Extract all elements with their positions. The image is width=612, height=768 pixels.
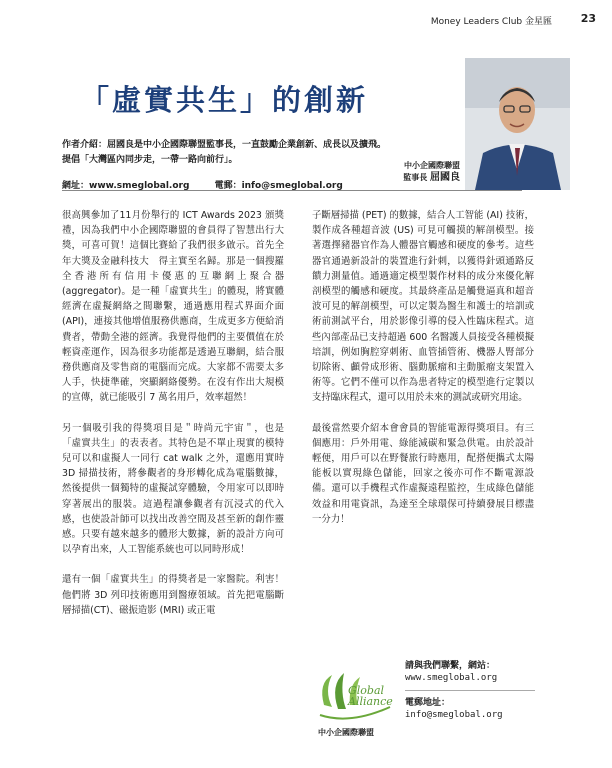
footer-contact [405,660,535,721]
email-text: 電郵：info@smeglobal.org [214,181,343,191]
page-number: 23 [580,12,596,25]
paragraph: 子斷層掃描 (PET) 的數據，結合人工智能 (AI) 技術，製作成各種超音波 (US) 可見可觸摸的解剖模型。接著選擇豬器官作為人體器官觸感和硬度的參考。這些器官通過新設計的裝置進行針刺，以獲得針頭通路反饋力測量值。通過適定模型製作材料的成分來優化解剖模型的觸感和硬度。其最終產品是觸覺逼真和超音波可見的解剖模型，可以定製為醫生和護士的培訓或術前測試平台，用於影像引導的侵入性臨床程式。這些內部產品已支持超過 600 名醫護人員接受各種模擬培訓，例如胸腔穿刺術、血管插管術、機器人腎部分切除術、顱骨成形術、腦動脈瘤和主動脈瘤支架置入術等。它們不僅可以作為患者特定的模型進行定製以支持臨床程式，還可以用於未來的測試或研究用途。 [312,210,534,404]
footer-divider [405,690,535,691]
logo-text: Global Alliance [348,684,393,708]
logo-org: 中小企國際聯盟 [318,728,374,737]
signature-role: 監事長 [403,173,428,182]
signature-name: 屈國良 [430,172,460,183]
paragraph: 很高興參加了11月份舉行的 ICT Awards 2023 頒獎禮，因為我們中小企國際聯盟的會員得了智慧出行大獎，可喜可賀！這個比賽給了我們很多啟示。首先全年大獎及金融科技大 得主實至名歸。那是一個搜羅全香港所有信用卡優惠的互聯網上聚合器 (aggregator)。是一種「虛實共生」的體現，將實體經濟在虛擬網絡之間聯繫，通過應用程式界面介面(API)，連接其他增值服務供應商，生成更多方便給消費者，帶動全港的經濟。我覺得他們的主要價值在於輕資產運作，因為很多功能都是透過互聯網，結合服務供應商及零售商的電腦而完成。大家都不需要太多人手，快捷準確，突顯網絡優勢。在沒有作出大規模的宣傳，就已能吸引 7 萬名用戶，效率超然！ [62,210,284,404]
footer-email: info@smeglobal.org [405,710,503,720]
paragraph: 另一個吸引我的得獎項目是＂時尚元宇宙＂，也是「虛實共生」的表表者。其特色是不單止現實的模特兒可以和虛擬人一同行 cat walk 之外，還應用實時 3D 掃描技術，將參觀者的身形轉化成為電腦數據，然後提供一個獨特的虛擬試穿體驗，令用家可以即時穿著展出的服裝。這過程讓參觀者有沉浸式的代入感，也使設計師可以找出改善空間及甚至新的創作靈感。只要有越來越多的體形大數據，新的設計方向可以孕育出來，人工智能系統也可以同時形成！ [62,422,284,556]
running-header: Money Leaders Club 金星匯 [430,17,552,27]
global-alliance-logo [310,655,400,745]
author-photo [465,58,570,190]
website-text: 網址：www.smeglobal.org [62,181,190,191]
footer-email-label: 電郵地址： [405,698,451,708]
author-signature [370,160,460,184]
right-column [312,208,534,527]
paragraph: 還有一個「虛實共生」的得獎者是一家醫院。利害！他們將 3D 列印技術應用到醫療領域。首先把電腦斷層掃描(CT)、磁振造影 (MRI) 或正電 [62,574,284,616]
article-title: 「虛實共生」的創新 [80,83,369,117]
footer-website: www.smeglobal.org [405,673,498,683]
author-intro-line-1: 作者介紹：屈國良是中小企國際聯盟監事長，一直鼓勵企業創新、成長以及擴飛。 [62,140,387,150]
divider [62,190,522,191]
signature-org: 中小企國際聯盟 [404,161,460,170]
author-intro-line-2: 提倡「大灣區內同步走，一帶一路向前行」。 [62,155,238,165]
paragraph: 最後當然要介紹本會會員的智能電源得獎項目。有三個應用：戶外用電、綠能減碳和緊急供電。由於設計輕便，用戶可以在野餐旅行時應用，配搭便攜式太陽能板以實現綠色儲能，回家之後亦可作不斷電源設備。還可以手機程式作虛擬遠程監控，生成綠色儲能效益和用電資訊，為達至全球環保可持續發展目標盡一分力！ [312,422,534,525]
footer-contact-label: 請與我們聯繫，網站： [405,661,496,671]
left-column [62,208,284,618]
